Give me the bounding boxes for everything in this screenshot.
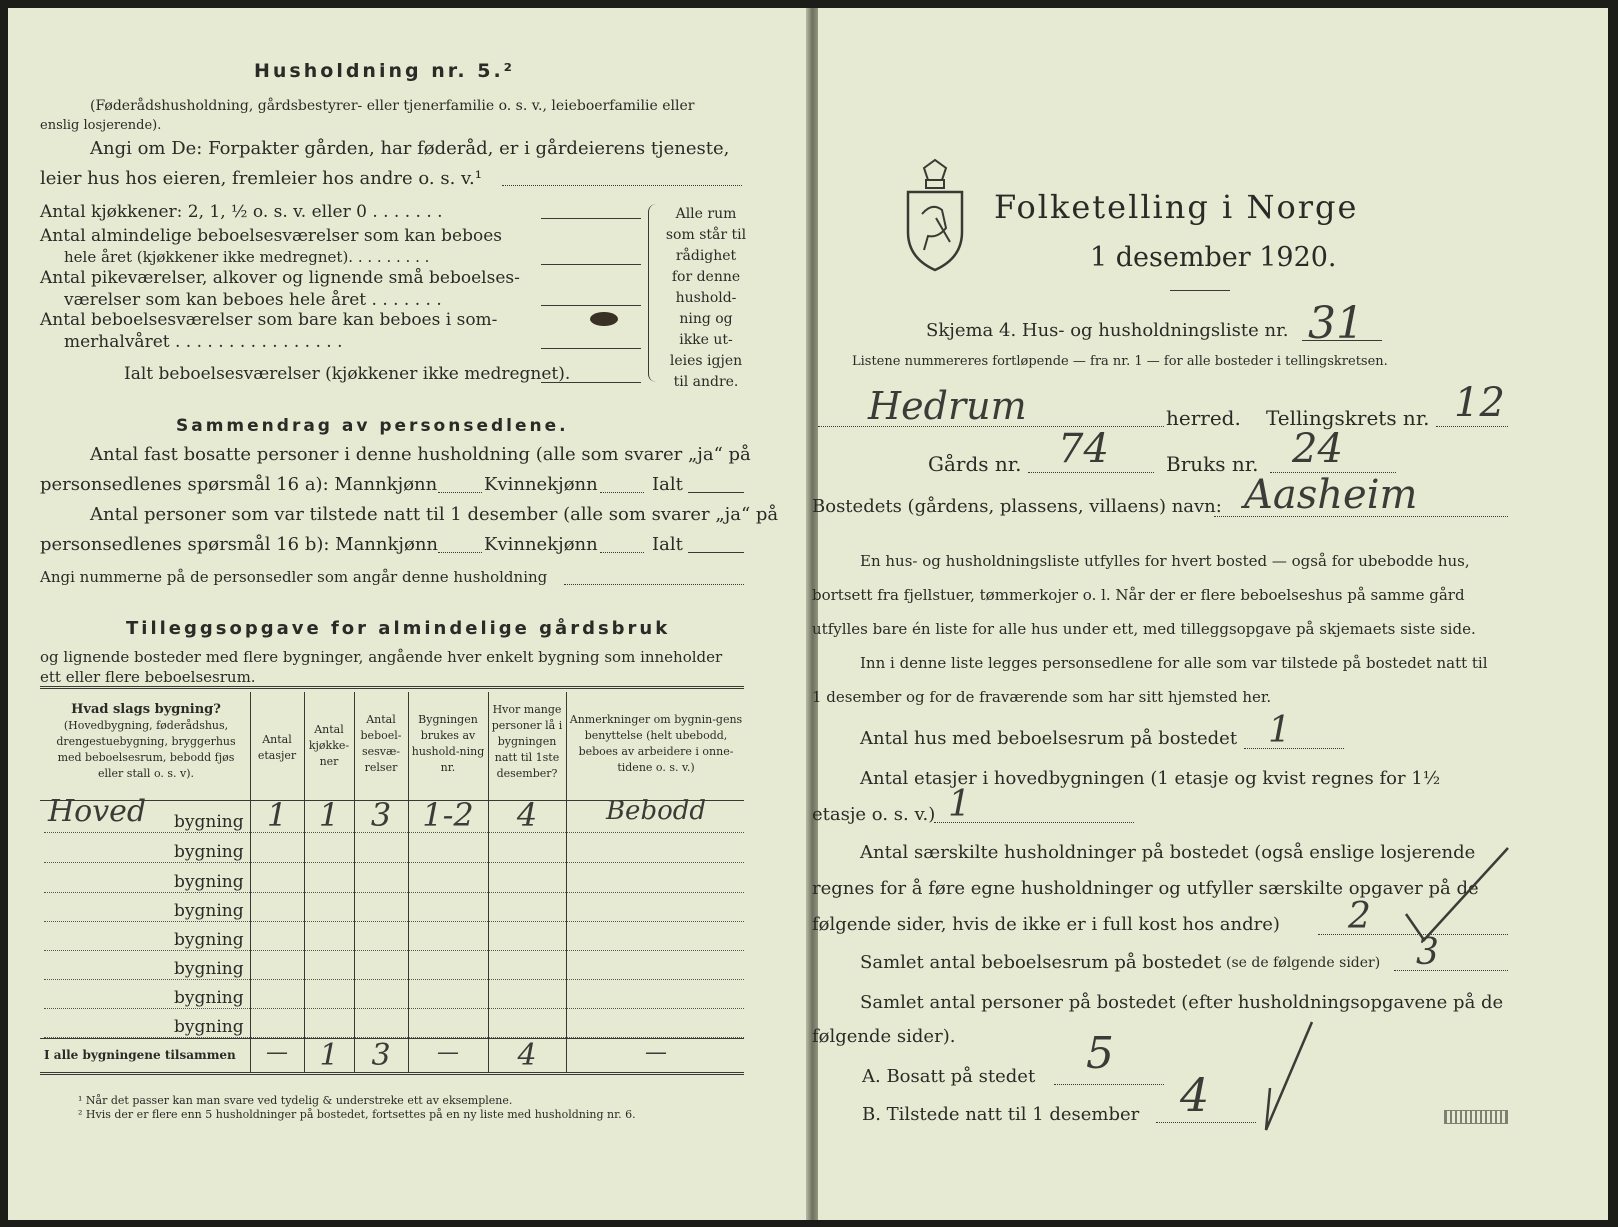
floors-question-2: etasje o. s. v.) <box>812 804 936 825</box>
present-value: 4 <box>1180 1068 1210 1122</box>
households-question-3: følgende sider, hvis de ikke er i full kost hos andre) <box>812 914 1280 935</box>
numbers-line <box>564 584 744 585</box>
bosted-value: Aasheim <box>1244 472 1418 518</box>
checkmark-icon <box>1258 1018 1318 1134</box>
total-a-label: Ialt <box>652 474 683 495</box>
krets-value: 12 <box>1454 380 1505 426</box>
brace <box>648 204 659 382</box>
maid-rooms-line <box>541 305 641 306</box>
floors-question: Antal etasjer i hovedbygningen (1 etasje og kvist regnes for 1½ <box>860 768 1441 789</box>
male-b-line <box>438 552 482 553</box>
numbering-note: Listene nummereres fortløpende — fra nr. 1 — for alle bosteder i tellingskretsen. <box>852 354 1388 369</box>
summary-b-line-1: Antal personer som var tilstede natt til 1 desember (alle som svarer „ja“ på <box>90 504 779 525</box>
side-note-line: leies igjen <box>669 353 743 369</box>
summary-b-line-2: personsedlenes spørsmål 16 b): Mannkjønn <box>40 534 439 555</box>
side-note-line: for denne <box>671 269 741 285</box>
side-note-line: ning og <box>679 311 733 327</box>
census-title: Folketelling i Norge <box>994 188 1359 226</box>
kitchens-question: Antal kjøkkener: 2, 1, ½ o. s. v. eller 0 . . . . . . . <box>40 202 443 222</box>
total-a-line <box>688 492 744 493</box>
side-note-line: Alle rum <box>675 206 737 222</box>
houses-value: 1 <box>1268 710 1291 751</box>
ink-blot <box>590 312 618 326</box>
col-usedby-header: Bygningen brukes av hushold-ning nr. <box>411 713 485 774</box>
total-row-label: I alle bygningene tilsammen <box>44 1048 236 1062</box>
female-b-label: Kvinnekjønn <box>484 534 598 555</box>
cell-building-suffix: bygning <box>174 901 244 921</box>
col-rooms-header: Antal beboel-sesvæ-relser <box>360 713 402 774</box>
col-divider <box>488 692 489 1072</box>
col-kitchens-header: Antal kjøkke-ner <box>308 723 350 768</box>
side-note <box>660 204 752 393</box>
cell-building-suffix: bygning <box>174 812 244 832</box>
printer-stamp <box>1444 1110 1508 1124</box>
summer-rooms-line <box>541 348 641 349</box>
table-top-rule <box>40 686 744 689</box>
row-rule <box>44 892 744 893</box>
rooms-line <box>1394 970 1508 971</box>
present-line <box>1156 1122 1256 1123</box>
col-floors-header: Antal etasjer <box>257 733 297 762</box>
left-page <box>8 8 808 1220</box>
households-value: 2 <box>1348 896 1371 937</box>
total-b-label: Ialt <box>652 534 683 555</box>
col-building-desc: (Hovedbygning, føderådshus, drengestuebygning, bryggerhus med beboelsesrum, bebodd fjøs eller stall o. s. v). <box>56 719 236 780</box>
total-remarks: — <box>645 1040 667 1065</box>
cell-remarks: Bebodd <box>605 796 707 826</box>
female-b-line <box>600 552 644 553</box>
herred-line <box>818 426 1164 427</box>
cell-building-suffix: bygning <box>174 988 244 1008</box>
col-remarks-header: Anmerkninger om bygnin-gens benyttelse (helt ubebodd, beboes av arbeidere i onne-tidene o. s. v.) <box>569 713 743 774</box>
female-a-line <box>600 492 644 493</box>
herred-label: herred. <box>1166 406 1241 430</box>
ordinary-rooms-line <box>541 264 641 265</box>
household-subtitle-2: enslig losjerende). <box>40 118 162 133</box>
cell-building-suffix: bygning <box>174 842 244 862</box>
side-note-line: ikke ut- <box>679 332 733 348</box>
summary-a-line-1: Antal fast bosatte personer i denne husholdning (alle som svarer „ja“ på <box>90 444 751 465</box>
cell-household: 1-2 <box>422 796 474 834</box>
side-note-line: rådighet <box>675 248 737 264</box>
instructions-1: En hus- og husholdningsliste utfylles for hvert bosted — også for ubebodde hus, <box>860 552 1470 570</box>
cell-floors: 1 <box>266 796 288 834</box>
persons-question: Samlet antal personer på bostedet (efter husholdningsopgavene på de <box>860 992 1504 1013</box>
summary-title: Sammendrag av personsedlene. <box>176 416 569 436</box>
cell-building-name: Hoved <box>48 794 147 829</box>
gards-label: Gårds nr. <box>928 452 1022 476</box>
supplement-subtitle-2: ett eller flere beboelsesrum. <box>40 668 256 686</box>
houses-line <box>1244 748 1344 749</box>
resident-value: 5 <box>1086 1028 1114 1079</box>
gards-value: 74 <box>1058 426 1109 472</box>
household-title: Husholdning nr. 5.² <box>254 60 515 82</box>
maid-rooms-question-2: værelser som kan beboes hele året . . . . . . . <box>64 290 442 310</box>
cell-building-suffix: bygning <box>174 959 244 979</box>
col-building-header <box>44 702 248 782</box>
cell-building-suffix: bygning <box>174 930 244 950</box>
male-a-line <box>438 492 482 493</box>
cell-persons: 4 <box>516 796 538 834</box>
rooms-question: Samlet antal beboelsesrum på bostedet <box>860 952 1222 973</box>
maid-rooms-question: Antal pikeværelser, alkover og lignende små beboelses- <box>40 268 520 288</box>
total-rooms: 3 <box>371 1038 391 1073</box>
bosted-label: Bostedets (gårdens, plassens, villaens) navn: <box>812 496 1222 517</box>
floors-value: 1 <box>948 784 971 825</box>
numbers-question: Angi nummerne på de personsedler som angår denne husholdning <box>40 568 548 586</box>
census-date: 1 desember 1920. <box>1090 242 1337 273</box>
cell-kitchens: 1 <box>318 796 340 834</box>
supplement-title: Tilleggsopgave for almindelige gårdsbruk <box>126 618 671 639</box>
cell-building-suffix: bygning <box>174 872 244 892</box>
instructions-3: utfylles bare én liste for alle hus under ett, med tilleggsopgave på skjemaets siste side. <box>812 620 1476 638</box>
schema-line <box>1302 340 1382 341</box>
ordinary-rooms-question: Antal almindelige beboelsesværelser som kan beboes <box>40 226 502 246</box>
total-rooms-question: Ialt beboelsesværelser (kjøkkener ikke medregnet). <box>124 364 571 384</box>
summer-rooms-question: Antal beboelsesværelser som bare kan beboes i som- <box>40 310 498 330</box>
total-b-line <box>688 552 744 553</box>
row-rule <box>44 1008 744 1009</box>
instructions-4: Inn i denne liste legges personsedlene for alle som var tilstede på bostedet natt til <box>860 654 1488 672</box>
row-rule <box>44 979 744 980</box>
floors-line <box>934 822 1134 823</box>
krets-label: Tellingskrets nr. <box>1266 406 1430 430</box>
houses-question: Antal hus med beboelsesrum på bostedet <box>860 728 1238 749</box>
side-note-line: som står til <box>665 227 747 243</box>
instructions-5: 1 desember og for de fraværende som har sitt hjemsted her. <box>812 688 1272 706</box>
row-rule <box>44 921 744 922</box>
household-subtitle: (Føderådshusholdning, gårdsbestyrer- eller tjenerfamilie o. s. v., leieboerfamilie eller <box>90 98 695 114</box>
title-rule <box>1170 290 1230 291</box>
side-note-line: hushold- <box>675 290 737 306</box>
gards-line <box>1028 472 1154 473</box>
total-kitchens: 1 <box>319 1038 339 1073</box>
resident-line <box>1054 1084 1164 1085</box>
side-note-line: til andre. <box>673 374 739 390</box>
col-building-title: Hvad slags bygning? <box>71 702 221 717</box>
schema-number: 31 <box>1308 298 1364 349</box>
col-divider <box>566 692 567 1072</box>
bruks-value: 24 <box>1292 426 1343 472</box>
total-persons: 4 <box>517 1038 537 1073</box>
rooms-value: 3 <box>1416 932 1439 973</box>
total-household: — <box>437 1040 459 1065</box>
col-divider <box>354 692 355 1072</box>
supplement-subtitle: og lignende bosteder med flere bygninger, angående hver enkelt bygning som inneholder <box>40 648 723 666</box>
col-divider <box>408 692 409 1072</box>
footnote-1: ¹ Når det passer kan man svare ved tydelig & understreke ett av eksemplene. <box>78 1094 513 1107</box>
households-question-2: regnes for å føre egne husholdninger og utfyller særskilte opgaver på de <box>812 878 1479 899</box>
checkmark-icon <box>1396 844 1516 944</box>
herred-value: Hedrum <box>868 384 1027 428</box>
cell-building-suffix: bygning <box>174 1017 244 1037</box>
coat-of-arms-icon <box>902 158 968 274</box>
instructions-2: bortsett fra fjellstuer, tømmerkojer o. l. Når der er flere beboelseshus på samme gård <box>812 586 1465 604</box>
summary-a-line-2: personsedlenes spørsmål 16 a): Mannkjønn <box>40 474 438 495</box>
female-a-label: Kvinnekjønn <box>484 474 598 495</box>
question-arrangement: Angi om De: Forpakter gården, har føderåd, er i gårdeierens tjeneste, <box>90 138 730 159</box>
cell-rooms: 3 <box>370 796 392 834</box>
krets-line <box>1436 426 1508 427</box>
row-rule <box>44 950 744 951</box>
rooms-note: (se de følgende sider) <box>1226 955 1381 971</box>
col-persons-header: Hvor mange personer lå i bygningen natt til 1ste desember? <box>491 703 563 780</box>
total-floors: — <box>266 1040 288 1065</box>
bruks-label: Bruks nr. <box>1166 452 1259 476</box>
kitchens-line <box>541 218 641 219</box>
total-rooms-line <box>541 382 641 383</box>
resident-label: A. Bosatt på stedet <box>862 1066 1036 1087</box>
col-divider <box>304 692 305 1072</box>
bosted-line <box>1214 516 1508 517</box>
persons-question-2: følgende sider). <box>812 1026 956 1047</box>
question-arrangement-2: leier hus hos eieren, fremleier hos andre o. s. v.¹ <box>40 168 482 189</box>
households-question: Antal særskilte husholdninger på bostedet (også enslige losjerende <box>860 842 1476 863</box>
col-divider <box>250 692 251 1072</box>
present-label: B. Tilstede natt til 1 desember <box>862 1104 1140 1125</box>
answer-line <box>502 185 742 186</box>
ordinary-rooms-question-2: hele året (kjøkkener ikke medregnet). . . . . . . . . <box>64 248 430 266</box>
right-page <box>812 8 1608 1220</box>
footnote-2: ² Hvis der er flere enn 5 husholdninger på bostedet, fortsettes på en ny liste med husholdning nr. 6. <box>78 1108 636 1121</box>
schema-label: Skjema 4. Hus- og husholdningsliste nr. <box>926 320 1289 341</box>
summer-rooms-question-2: merhalvåret . . . . . . . . . . . . . . . . <box>64 332 343 352</box>
row-rule <box>44 862 744 863</box>
